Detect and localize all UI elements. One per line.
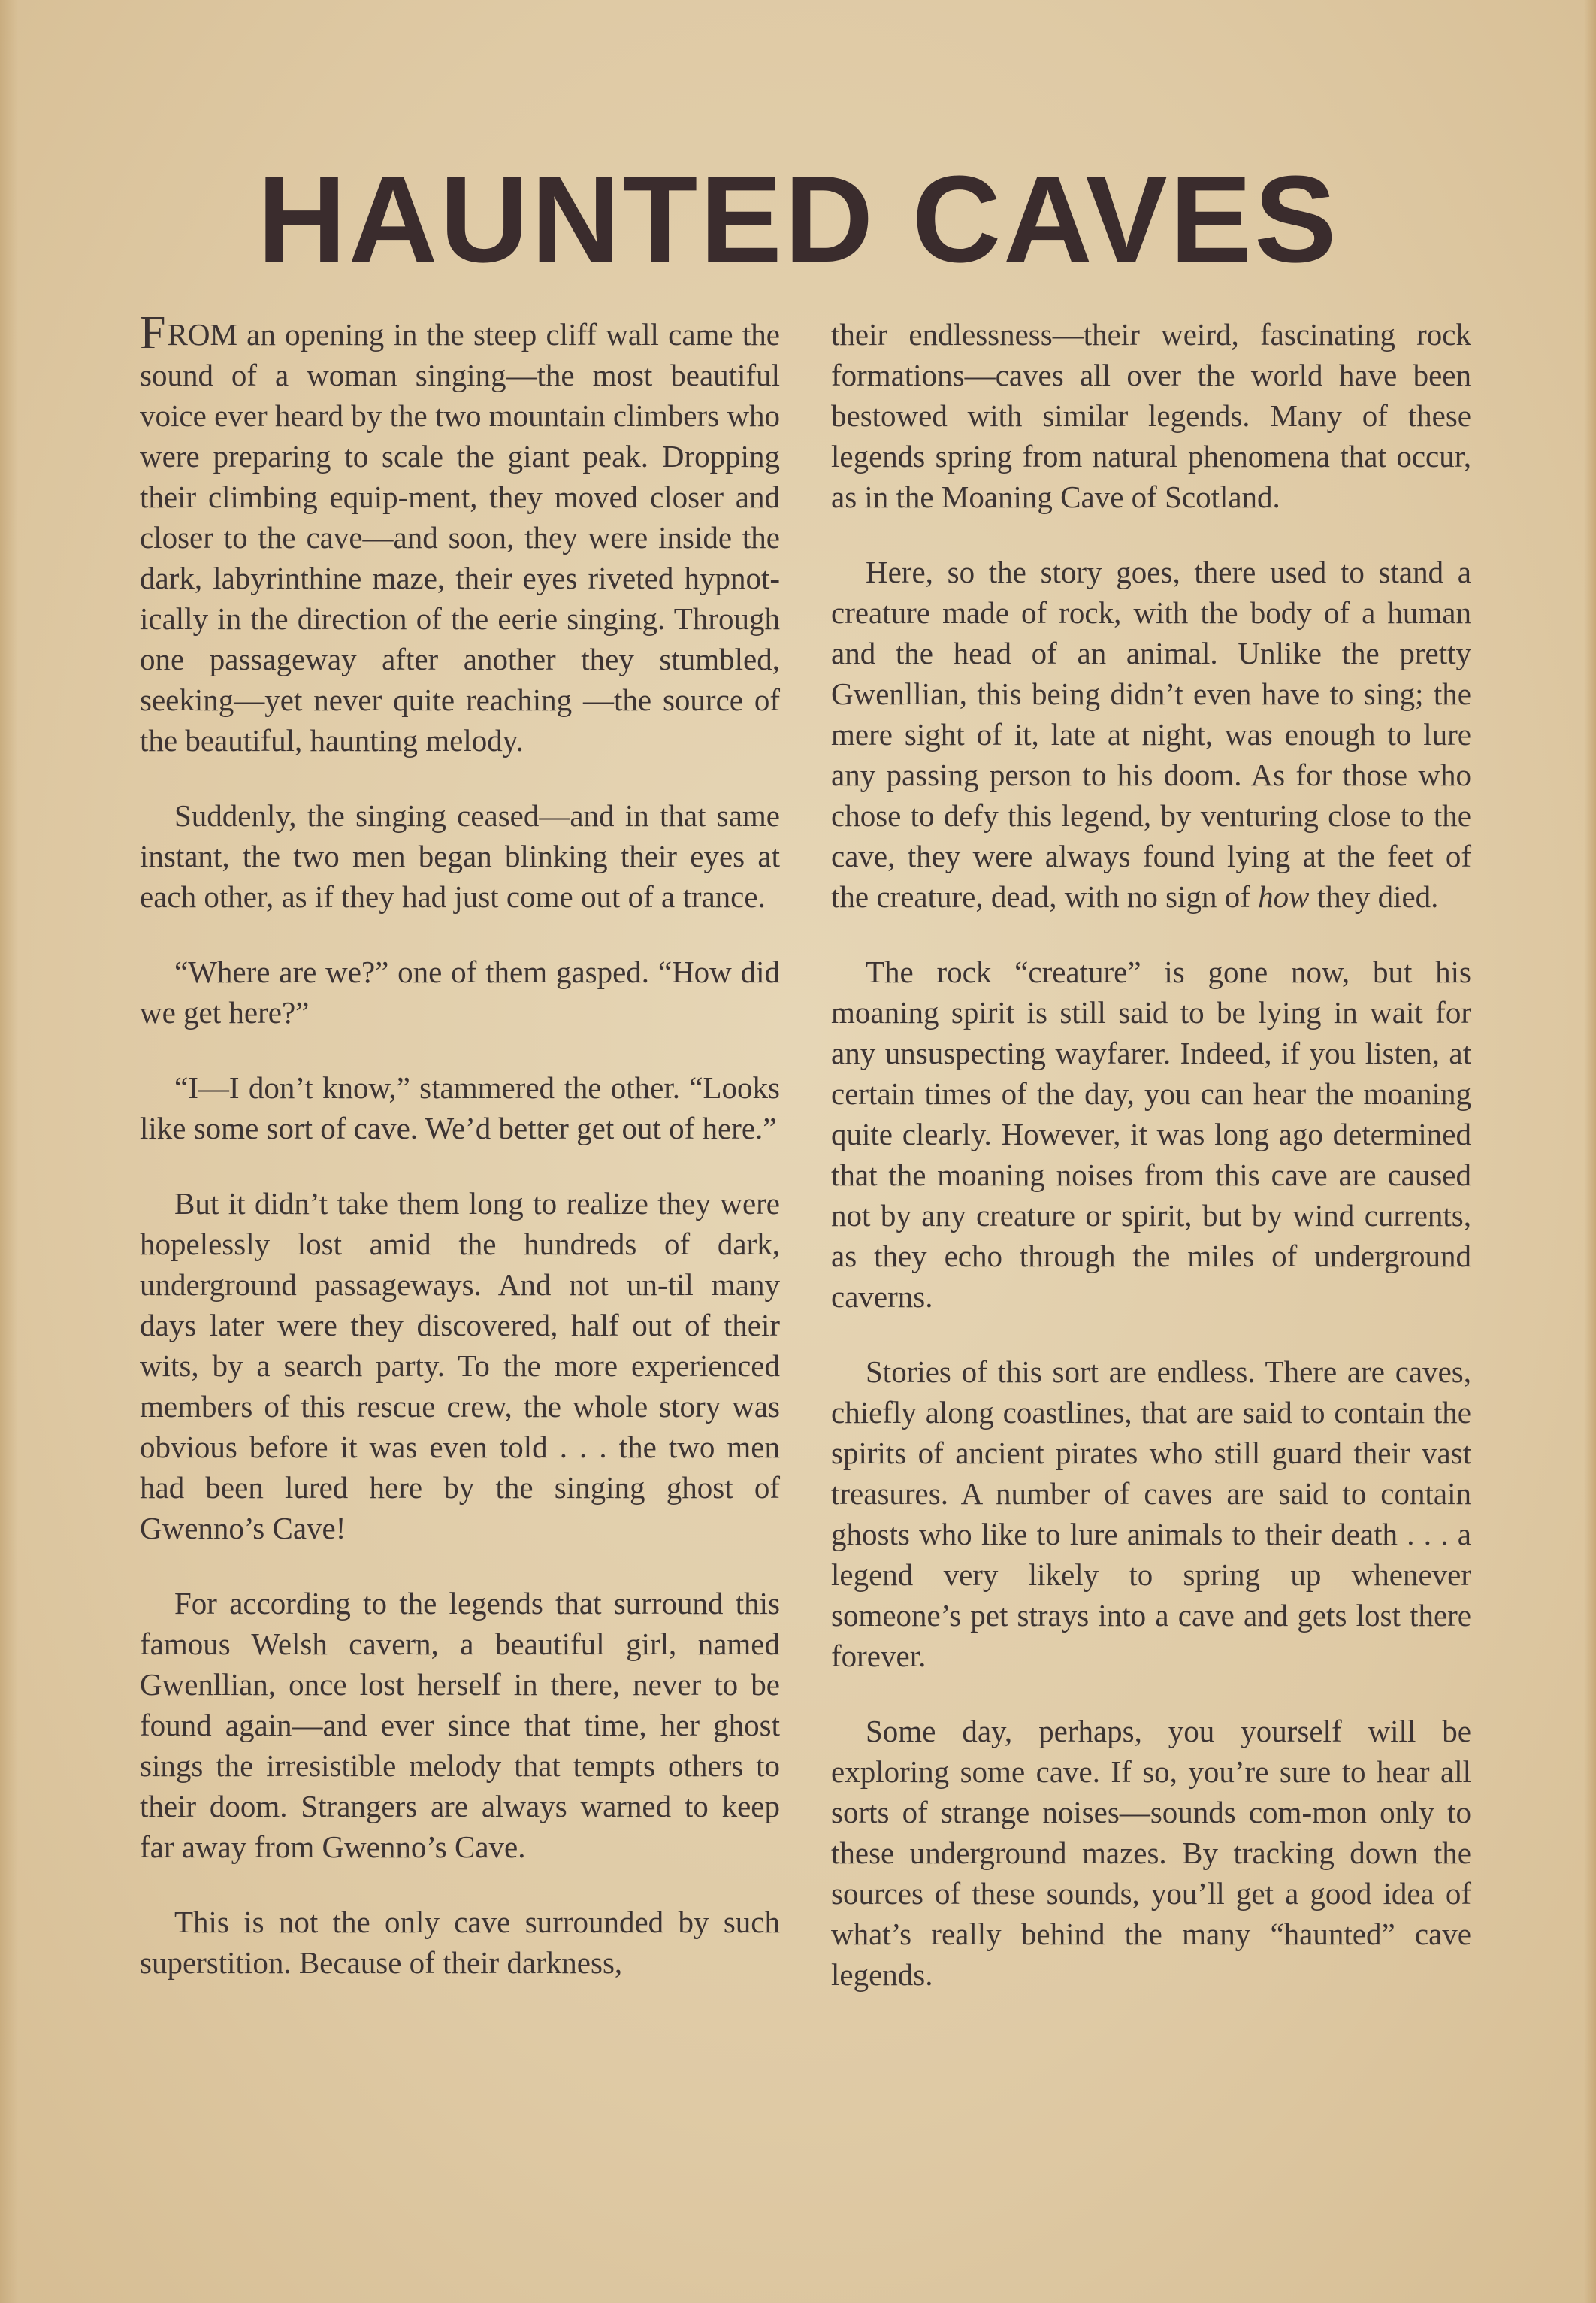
paragraph-9-italic: how xyxy=(1258,879,1310,914)
paragraph-10: The rock “creature” is gone now, but his moaning spirit is still said to be lying in wait for any unsuspecting wayfarer. Indeed, if you listen, at certain times of the day, you can hear the moaning quite clearly. However, it was long ago determined that the moaning noises from this cave are caused not by any creature or spirit, but by wind currents, as they echo through the miles of underground caverns. xyxy=(831,955,1471,1314)
paragraph-8: their endlessness—their weird, fascinating rock formations—caves all over the world have been bestowed with similar legends. Many of these legends spring from natural phenomena that occur, as in the Moaning Cave of Scotland. xyxy=(831,317,1471,514)
drop-cap: F xyxy=(140,307,166,359)
paragraph-12: Some day, perhaps, you yourself will be exploring some cave. If so, you’re sure to hear all sorts of strange noises—sounds com-mon only to these underground mazes. By tracking down the sources of these sounds, you’ll get a good idea of what’s really behind the many “haunted” cave legends. xyxy=(831,1714,1471,1992)
page-edge-right xyxy=(1584,0,1596,2303)
paragraph-9 xyxy=(831,552,1471,917)
paragraph-6: For according to the legends that surround this famous Welsh cavern, a beautiful girl, named Gwenllian, once lost herself in there, never to be found again—and ever since that time, her ghost sings the irresistible melody that tempts others to their doom. Strangers are always warned to keep far away from Gwenno’s Cave. xyxy=(140,1586,780,1864)
paragraph-9-text-a: Here, so the story goes, there used to stand a creature made of rock, with the body of a human and the head of an animal. Unlike the pretty Gwenllian, this being didn’t even have to sing; the mere sight of it, late at night, was enough to lure any passing person to his doom. As for those who chose to defy this legend, by venturing close to the cave, they were always found lying at the feet of the creature, dead, with no sign of xyxy=(831,555,1471,914)
paragraph-4: “I—I don’t know,” stammered the other. “Looks like some sort of cave. We’d better get out of here.” xyxy=(140,1070,780,1145)
page-edge-left xyxy=(0,0,18,2303)
paragraph-1 xyxy=(140,307,780,761)
paragraph-1-text: ROM an opening in the steep cliff wall came the sound of a woman singing—the most beautiful voice ever heard by the two mountain climbers who were preparing to scale the giant peak. Dropping their climbing equip-ment, they moved closer and closer to the cave—and soon, they were inside the dark, labyrinthine maze, their eyes riveted hypnot-ically in the direction of the eerie singing. Through one passageway after another they stumbled, seeking—yet never quite reaching —the source of the beautiful, haunting melody. xyxy=(140,317,780,758)
paragraph-9-text-b: they died. xyxy=(1309,879,1439,914)
paragraph-7: This is not the only cave surrounded by such superstition. Because of their darkness, xyxy=(140,1905,780,1980)
right-column xyxy=(831,314,1471,2029)
paragraph-5: But it didn’t take them long to realize they were hopelessly lost amid the hundreds of dark, underground passageways. And not un-til many days later were they discovered, half out of their wits, by a search party. To the more experienced members of this rescue crew, the whole story was obvious before it was even told . . . the two men had been lured here by the singing ghost of Gwenno’s Cave! xyxy=(140,1186,780,1545)
paragraph-3: “Where are we?” one of them gasped. “How did we get here?” xyxy=(140,955,780,1030)
paragraph-2: Suddenly, the singing ceased—and in that same instant, the two men began blinking their eyes at each other, as if they had just come out of a trance. xyxy=(140,798,780,914)
article-title: HAUNTED CAVES xyxy=(257,150,1339,288)
paragraph-11: Stories of this sort are endless. There are caves, chiefly along coastlines, that are said to contain the spirits of ancient pirates who still guard their vast treasures. A number of caves are said to contain ghosts who like to lure animals to their death . . . a legend very likely to spring up whenever someone’s pet strays into a cave and gets lost there forever. xyxy=(831,1354,1471,1673)
left-column xyxy=(140,307,780,2017)
